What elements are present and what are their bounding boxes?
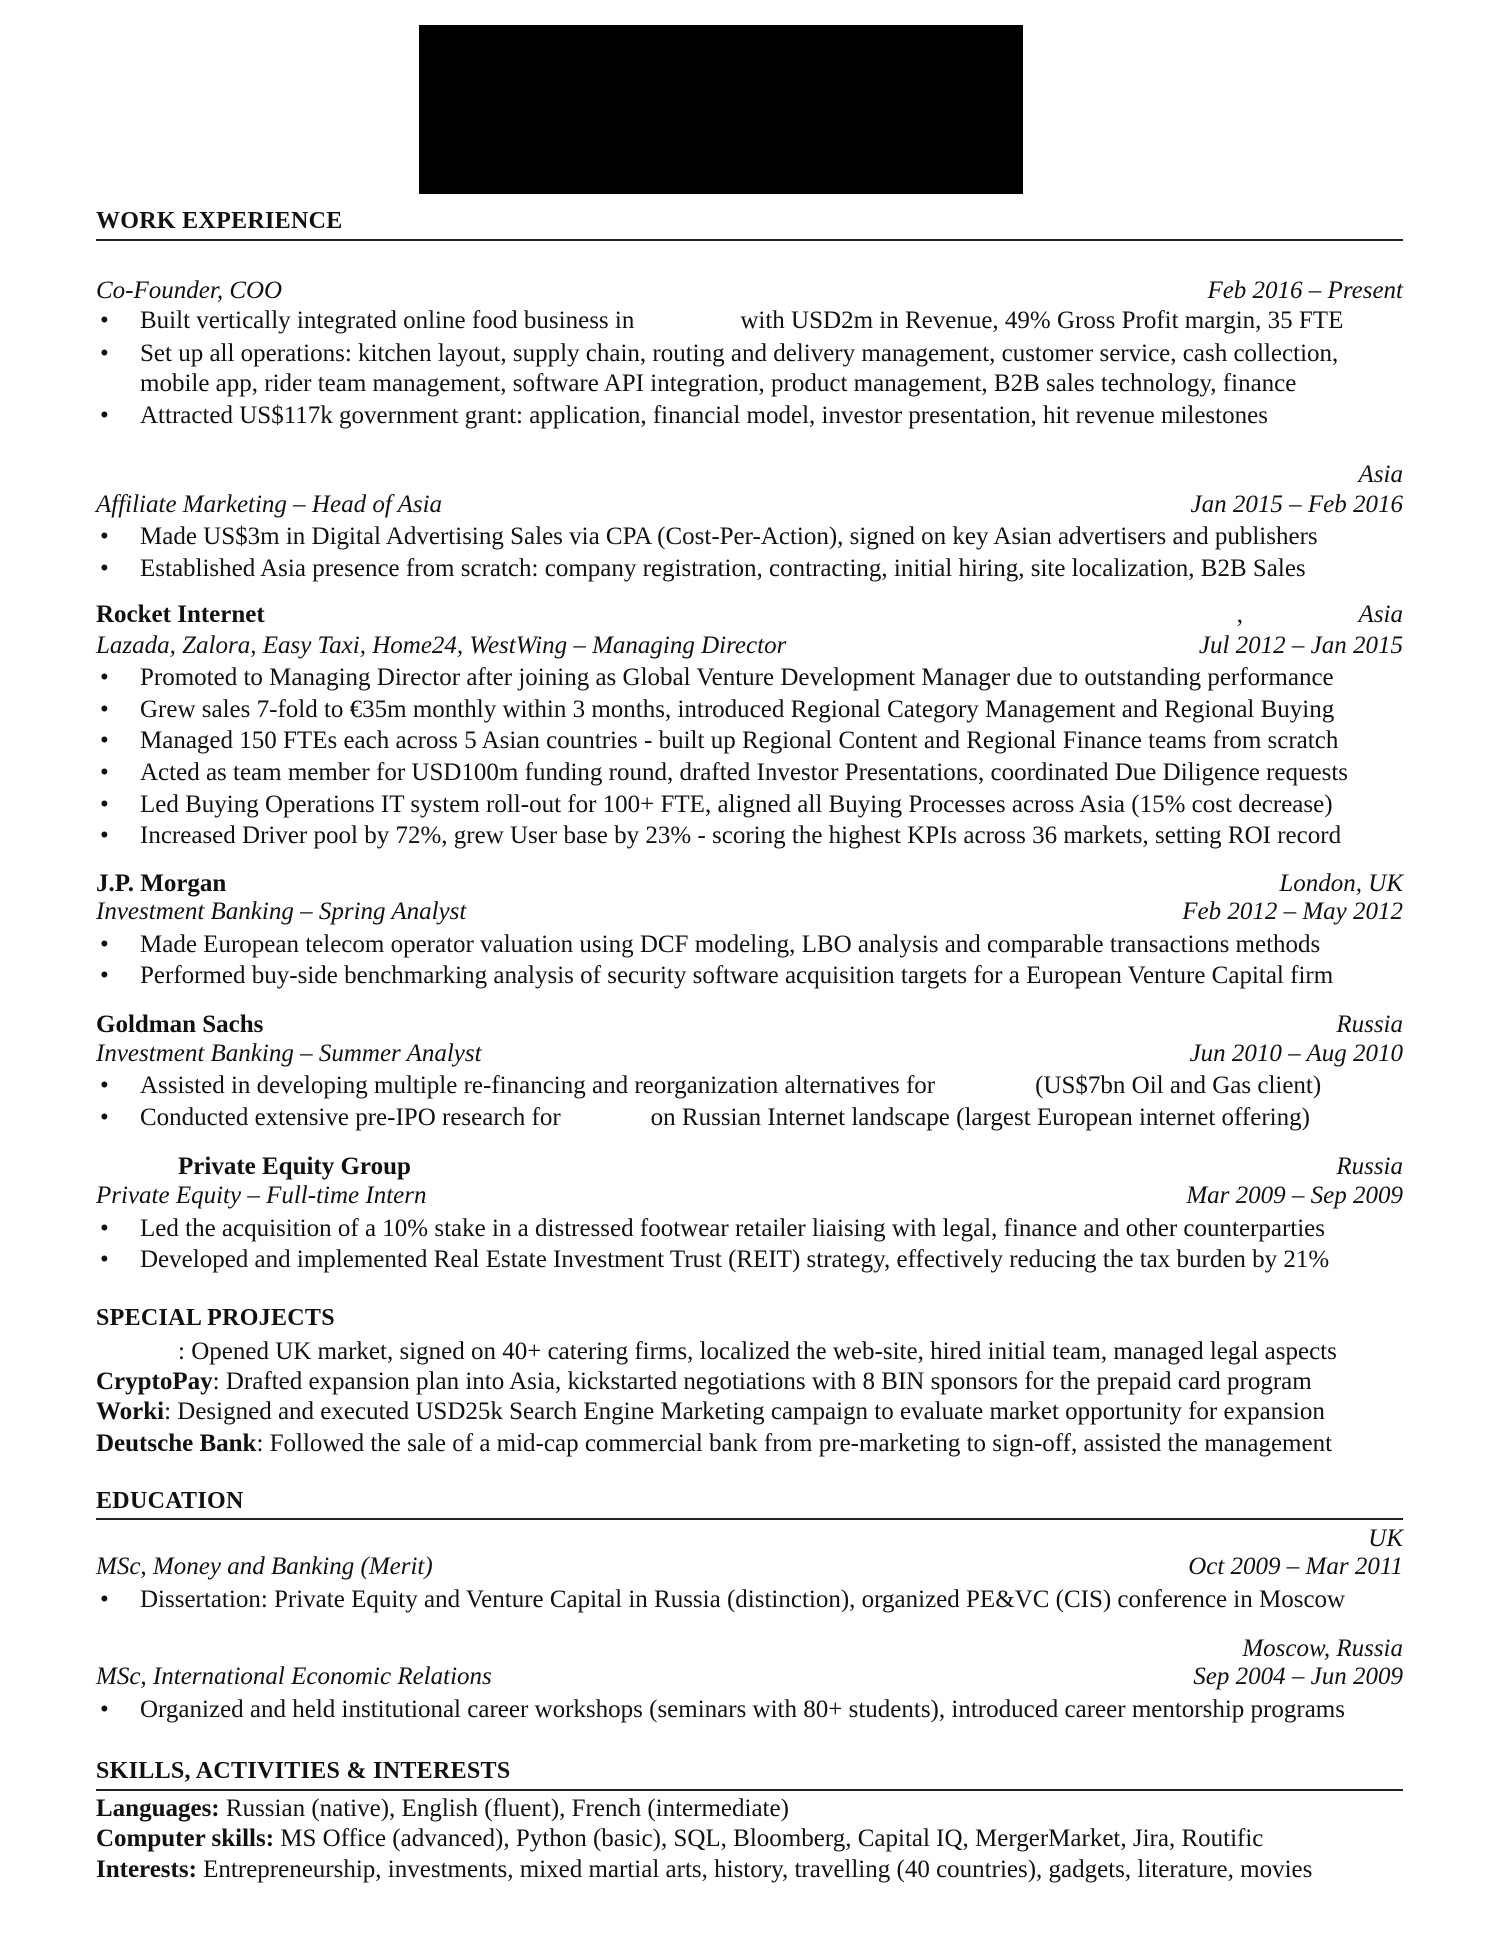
degree-dates: Sep 2004 – Jun 2009	[1193, 1663, 1403, 1690]
skill-text: Russian (native), English (fluent), French (intermediate)	[219, 1795, 789, 1822]
company-name: Goldman Sachs	[96, 1011, 264, 1038]
job-location: London, UK	[1279, 870, 1403, 897]
edu-location: Moscow, Russia	[1242, 1635, 1403, 1662]
job-dates: Jun 2010 – Aug 2010	[1189, 1040, 1403, 1067]
degree-title: MSc, Money and Banking (Merit)	[96, 1553, 433, 1580]
job-location: Russia	[1336, 1011, 1403, 1038]
project-item	[96, 1428, 1403, 1459]
job-title	[96, 630, 1403, 661]
project-text: : Drafted expansion plan into Asia, kickstarted negotiations with 8 BIN sponsors for the prepaid card program	[212, 1368, 1312, 1395]
skill-label: Languages:	[96, 1795, 220, 1822]
company-name: J.P. Morgan	[96, 870, 227, 897]
project-name: CryptoPay	[96, 1368, 213, 1395]
section-divider	[96, 1518, 1403, 1520]
job-title	[96, 489, 1403, 520]
job-dates: Mar 2009 – Sep 2009	[1186, 1182, 1403, 1209]
company-name: Rocket Internet	[96, 601, 265, 628]
skill-text: Entrepreneurship, investments, mixed martial arts, history, travelling (40 countries), gadgets, literature, movies	[196, 1856, 1313, 1883]
bullet-text: Conducted extensive pre-IPO research for	[140, 1104, 561, 1131]
company-row	[96, 868, 1403, 899]
bullet-item: • Led the acquisition of a 10% stake in a distressed footwear retailer liaising with legal, finance and other counterparties	[96, 1213, 1403, 1244]
bullet-item: • Set up all operations: kitchen layout, supply chain, routing and delivery management, customer service, cash collection,	[96, 338, 1403, 369]
project-name: Deutsche Bank	[96, 1430, 257, 1457]
bullet-text: on Russian Internet landscape (largest European internet offering)	[650, 1104, 1310, 1131]
project-item	[96, 1336, 1403, 1367]
project-item	[96, 1396, 1403, 1427]
job-title	[96, 1180, 1403, 1211]
bullet-item: • Promoted to Managing Director after joining as Global Venture Development Manager due to outstanding performance	[96, 662, 1403, 693]
degree-title: MSc, International Economic Relations	[96, 1663, 492, 1690]
job-title	[96, 896, 1403, 927]
section-divider	[96, 239, 1403, 241]
bullet-item: • Made US$3m in Digital Advertising Sales via CPA (Cost-Per-Action), signed on key Asian advertisers and publishers	[96, 521, 1403, 552]
project-item	[96, 1366, 1403, 1397]
degree-dates: Oct 2009 – Mar 2011	[1188, 1553, 1403, 1580]
section-divider	[96, 1789, 1403, 1791]
project-name: Worki	[96, 1398, 165, 1425]
job-title-text: Investment Banking – Spring Analyst	[96, 898, 467, 925]
bullet-text: Built vertically integrated online food business in	[140, 307, 635, 334]
project-text: : Opened UK market, signed on 40+ catering firms, localized the web-site, hired initial team, managed legal aspects	[178, 1338, 1337, 1365]
bullet-item: • Performed buy-side benchmarking analysis of security software acquisition targets for a European Venture Capital firm	[96, 960, 1403, 991]
bullet-item: • Managed 150 FTEs each across 5 Asian countries - built up Regional Content and Regional Finance teams from scratch	[96, 725, 1403, 756]
degree-row	[96, 1551, 1403, 1582]
bullet-item: • Grew sales 7-fold to €35m monthly within 3 months, introduced Regional Category Management and Regional Buying	[96, 694, 1403, 725]
job-location-row	[96, 459, 1403, 490]
skill-line	[96, 1793, 1403, 1824]
bullet-continuation: mobile app, rider team management, software API integration, product management, B2B sales technology, finance	[140, 370, 1297, 397]
company-row	[96, 1009, 1403, 1040]
job-location: Asia	[1358, 601, 1403, 628]
redacted-name-block	[419, 25, 1023, 194]
bullet-item	[96, 1102, 1403, 1133]
bullet-item	[96, 1070, 1403, 1101]
job-title-text: Investment Banking – Summer Analyst	[96, 1040, 482, 1067]
bullet-text: with USD2m in Revenue, 49% Gross Profit margin, 35 FTE	[740, 307, 1344, 334]
edu-location: UK	[1368, 1525, 1403, 1552]
edu-location-row	[96, 1523, 1403, 1554]
skill-text: MS Office (advanced), Python (basic), SQL, Bloomberg, Capital IQ, MergerMarket, Jira, Routific	[274, 1825, 1264, 1852]
bullet-item: • Acted as team member for USD100m funding round, drafted Investor Presentations, coordinated Due Diligence requests	[96, 757, 1403, 788]
bullet-text: Assisted in developing multiple re-financing and reorganization alternatives for	[140, 1072, 936, 1099]
job-title-text: Lazada, Zalora, Easy Taxi, Home24, WestWing – Managing Director	[96, 632, 787, 659]
job-title-text: Affiliate Marketing – Head of Asia	[96, 491, 443, 518]
job-location: Asia	[1358, 461, 1403, 488]
company-row	[96, 1151, 1403, 1182]
job-dates: Jan 2015 – Feb 2016	[1190, 491, 1403, 518]
bullet-item: • Led Buying Operations IT system roll-out for 100+ FTE, aligned all Buying Processes across Asia (15% cost decrease)	[96, 789, 1403, 820]
section-heading-education: EDUCATION	[96, 1488, 244, 1514]
bullet-item: • Increased Driver pool by 72%, grew User base by 23% - scoring the highest KPIs across 36 markets, setting ROI record	[96, 820, 1403, 851]
bullet-text: (US$7bn Oil and Gas client)	[1035, 1072, 1322, 1099]
project-text: : Followed the sale of a mid-cap commercial bank from pre-marketing to sign-off, assisted the management	[256, 1430, 1333, 1457]
skill-line	[96, 1854, 1403, 1885]
job-title	[96, 275, 1403, 306]
project-text: : Designed and executed USD25k Search Engine Marketing campaign to evaluate market opportunity for expansion	[164, 1398, 1325, 1425]
bullet-item: • Organized and held institutional career workshops (seminars with 80+ students), introduced career mentorship programs	[96, 1694, 1403, 1725]
job-dates: Feb 2012 – May 2012	[1182, 898, 1403, 925]
bullet-item: • Made European telecom operator valuation using DCF modeling, LBO analysis and comparable transactions methods	[96, 929, 1403, 960]
degree-row	[96, 1661, 1403, 1692]
section-heading-projects: SPECIAL PROJECTS	[96, 1305, 335, 1331]
job-title-text: Co-Founder, COO	[96, 277, 283, 304]
location-separator: ,	[1236, 601, 1243, 628]
bullet-item: • Established Asia presence from scratch: company registration, contracting, initial hiring, site localization, B2B Sales	[96, 553, 1403, 584]
bullet-item	[96, 305, 1403, 336]
job-title-text: Private Equity – Full-time Intern	[96, 1182, 427, 1209]
bullet-item: • Developed and implemented Real Estate Investment Trust (REIT) strategy, effectively reducing the tax burden by 21%	[96, 1244, 1403, 1275]
skill-label: Interests:	[96, 1856, 197, 1883]
company-row	[96, 599, 1403, 630]
section-heading-skills: SKILLS, ACTIVITIES & INTERESTS	[96, 1758, 511, 1784]
section-heading-work: WORK EXPERIENCE	[96, 208, 343, 234]
skill-label: Computer skills:	[96, 1825, 275, 1852]
company-name: Private Equity Group	[178, 1153, 411, 1180]
job-title	[96, 1038, 1403, 1069]
bullet-item: • Attracted US$117k government grant: application, financial model, investor presentation, hit revenue milestones	[96, 400, 1403, 431]
edu-location-row	[96, 1633, 1403, 1664]
job-dates: Feb 2016 – Present	[1207, 277, 1403, 304]
job-dates: Jul 2012 – Jan 2015	[1198, 632, 1403, 659]
bullet-item: • Dissertation: Private Equity and Venture Capital in Russia (distinction), organized PE&VC (CIS) conference in Moscow	[96, 1584, 1403, 1615]
job-location: Russia	[1336, 1153, 1403, 1180]
skill-line	[96, 1823, 1403, 1854]
